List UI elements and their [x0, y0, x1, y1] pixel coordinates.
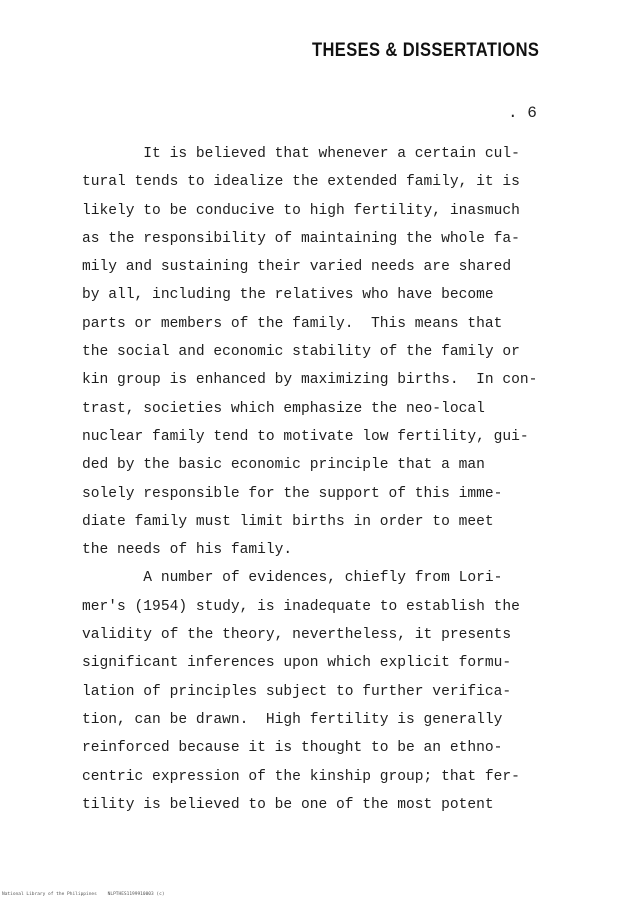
text-line: as the responsibility of maintaining the whole fa-	[82, 230, 520, 247]
theses-dissertations-stamp: THESES & DISSERTATIONS	[312, 40, 540, 61]
text-line: ded by the basic economic principle that a man	[82, 457, 485, 474]
text-line: solely responsible for the support of this imme-	[82, 485, 503, 502]
text-line: the social and economic stability of the family or	[82, 344, 520, 361]
text-line: It is believed that whenever a certain cul-	[82, 146, 520, 162]
paragraph-2	[82, 564, 622, 819]
text-line: by all, including the relatives who have become	[82, 287, 494, 304]
text-line: validity of the theory, nevertheless, it presents	[82, 627, 512, 644]
text-line: reinforced because it is thought to be an ethno-	[82, 740, 503, 757]
text-line: tion, can be drawn. High fertility is generally	[82, 711, 503, 728]
text-line: trast, societies which emphasize the neo-local	[82, 400, 485, 417]
text-line: parts or members of the family. This means that	[82, 315, 503, 332]
text-line: centric expression of the kinship group; that fer-	[82, 768, 520, 785]
text-line: tural tends to idealize the extended family, it is	[82, 174, 520, 191]
text-line: nuclear family tend to motivate low fertility, gui-	[82, 428, 529, 445]
text-line: likely to be conducive to high fertility, inasmuch	[82, 202, 520, 219]
text-line: mily and sustaining their varied needs are shared	[82, 259, 512, 276]
library-footer: National Library of the Philippines NLPTHES1199910003 (c)	[2, 892, 165, 897]
text-line: the needs of his family.	[82, 542, 293, 559]
text-line: diate family must limit births in order to meet	[82, 513, 494, 530]
text-line: lation of principles subject to further verifica-	[82, 683, 512, 700]
text-line: significant inferences upon which explicit formu-	[82, 655, 512, 672]
text-line: kin group is enhanced by maximizing births. In con-	[82, 372, 538, 389]
body-text	[82, 140, 622, 819]
page-number: . 6	[508, 104, 537, 122]
text-line: A number of evidences, chiefly from Lori-	[82, 570, 503, 587]
text-line: tility is believed to be one of the most potent	[82, 796, 494, 813]
paragraph-1	[82, 140, 622, 564]
text-line: mer's (1954) study, is inadequate to establish the	[82, 598, 520, 615]
